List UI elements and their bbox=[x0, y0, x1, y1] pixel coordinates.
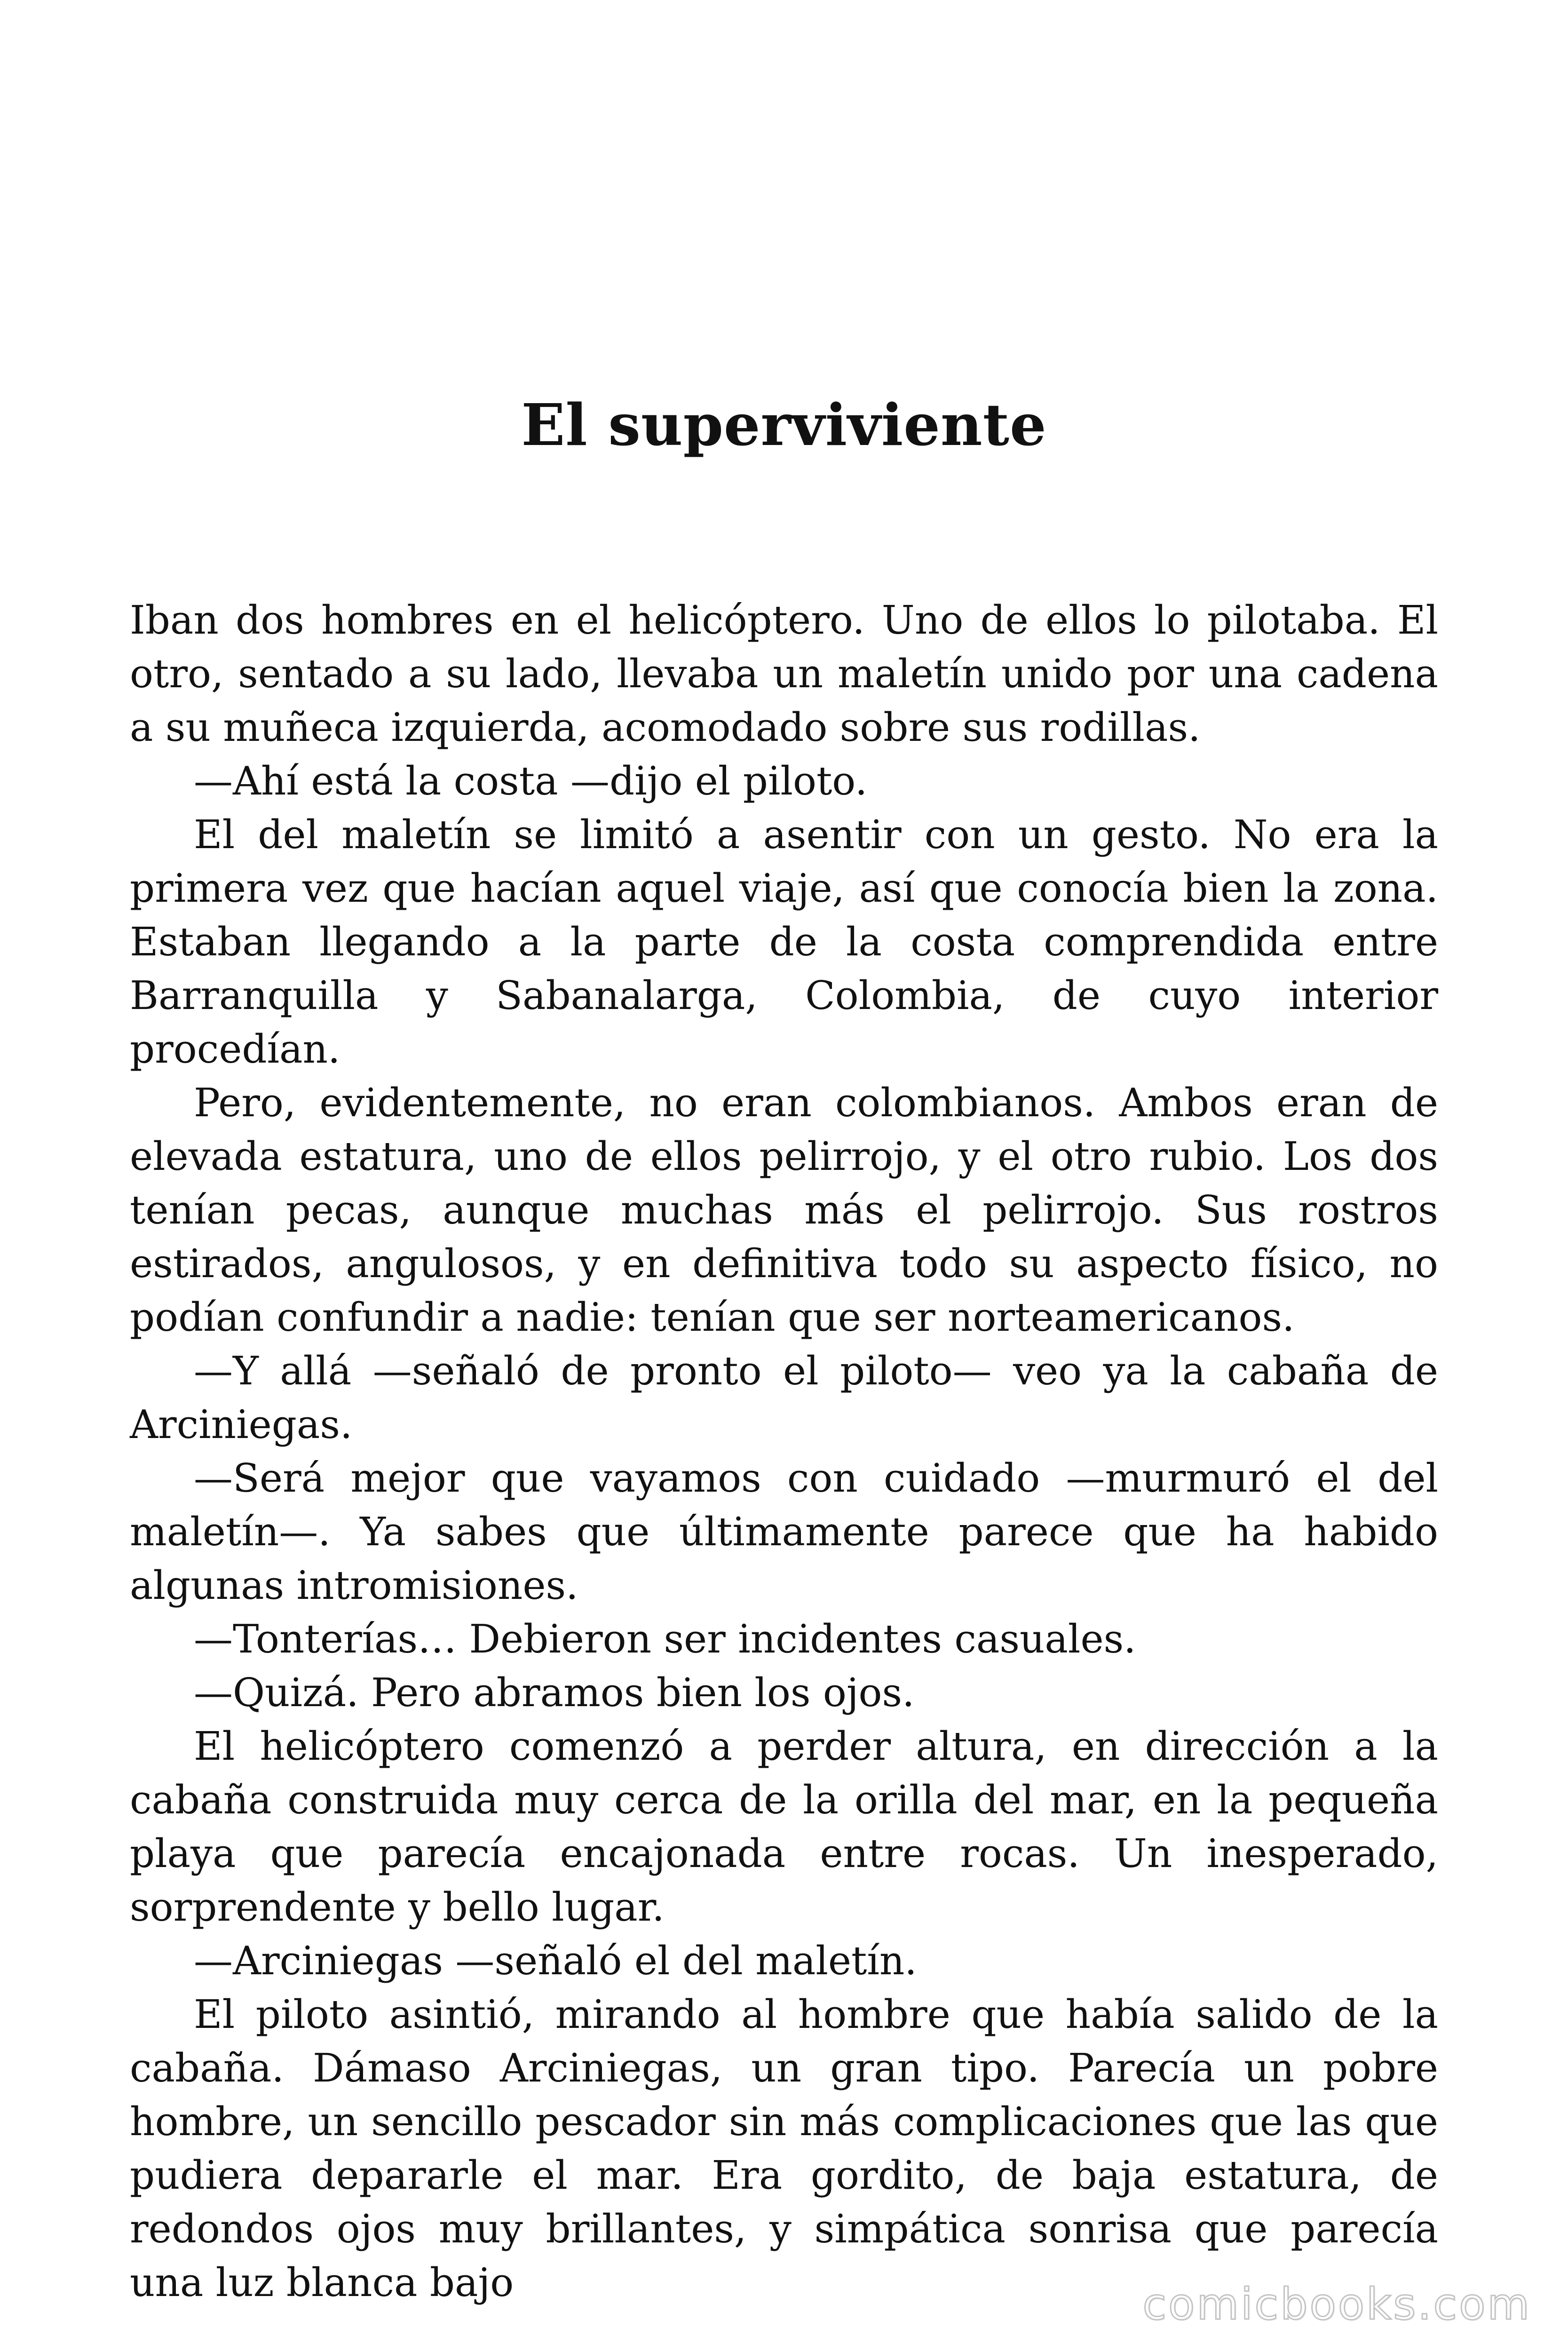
paragraph: Iban dos hombres en el helicóptero. Uno de ellos lo pilotaba. El otro, sentado a su lado, llevaba un maletín unido por una cadena a su muñeca izquierda, acomodado sobre sus rodillas. bbox=[130, 597, 1438, 750]
paragraph: El del maletín se limitó a asentir con un gesto. No era la primera vez que hacían aquel viaje, así que conocía bien la zona. Estaban llegando a la parte de la costa comprendida entre Barranquilla y Sabanalarga, Colombia, de cuyo interior procedían. bbox=[130, 812, 1438, 1072]
watermark-logo: comicbooks.com bbox=[1142, 2279, 1531, 2329]
paragraph: —Ahí está la costa —dijo el piloto. bbox=[194, 758, 868, 804]
paragraph: —Quizá. Pero abramos bien los ojos. bbox=[194, 1670, 915, 1716]
paragraph: —Tonterías… Debieron ser incidentes casuales. bbox=[194, 1616, 1136, 1662]
paragraph: El helicóptero comenzó a perder altura, en dirección a la cabaña construida muy cerca de la orilla del mar, en la pequeña playa que parecía encajonada entre rocas. Un inesperado, sorprendente y bello lugar. bbox=[130, 1724, 1438, 1930]
paragraph: —Y allá —señaló de pronto el piloto— veo ya la cabaña de Arciniegas. bbox=[130, 1348, 1438, 1447]
paragraph: —Será mejor que vayamos con cuidado —murmuró el del maletín—. Ya sabes que últimamente parece que ha habido algunas intromisiones. bbox=[130, 1455, 1438, 1608]
paragraph: Pero, evidentemente, no eran colombianos. Ambos eran de elevada estatura, uno de ellos pelirrojo, y el otro rubio. Los dos tenían pecas, aunque muchas más el pelirrojo. Sus rostros estirados, angulosos, y en definitiva todo su aspecto físico, no podían confundir a nadie: tenían que ser norteamericanos. bbox=[130, 1080, 1438, 1340]
paragraph: El piloto asintió, mirando al hombre que había salido de la cabaña. Dámaso Arciniegas, un gran tipo. Parecía un pobre hombre, un sencillo pescador sin más complicaciones que las que pudiera depararle el mar. Era gordito, de baja estatura, de redondos ojos muy brillantes, y simpática sonrisa que parecía una luz blanca bajo bbox=[130, 1992, 1438, 2305]
chapter-body bbox=[130, 594, 1438, 2310]
paragraph: —Arciniegas —señaló el del maletín. bbox=[194, 1938, 917, 1984]
chapter-title: El superviviente bbox=[521, 391, 1047, 459]
